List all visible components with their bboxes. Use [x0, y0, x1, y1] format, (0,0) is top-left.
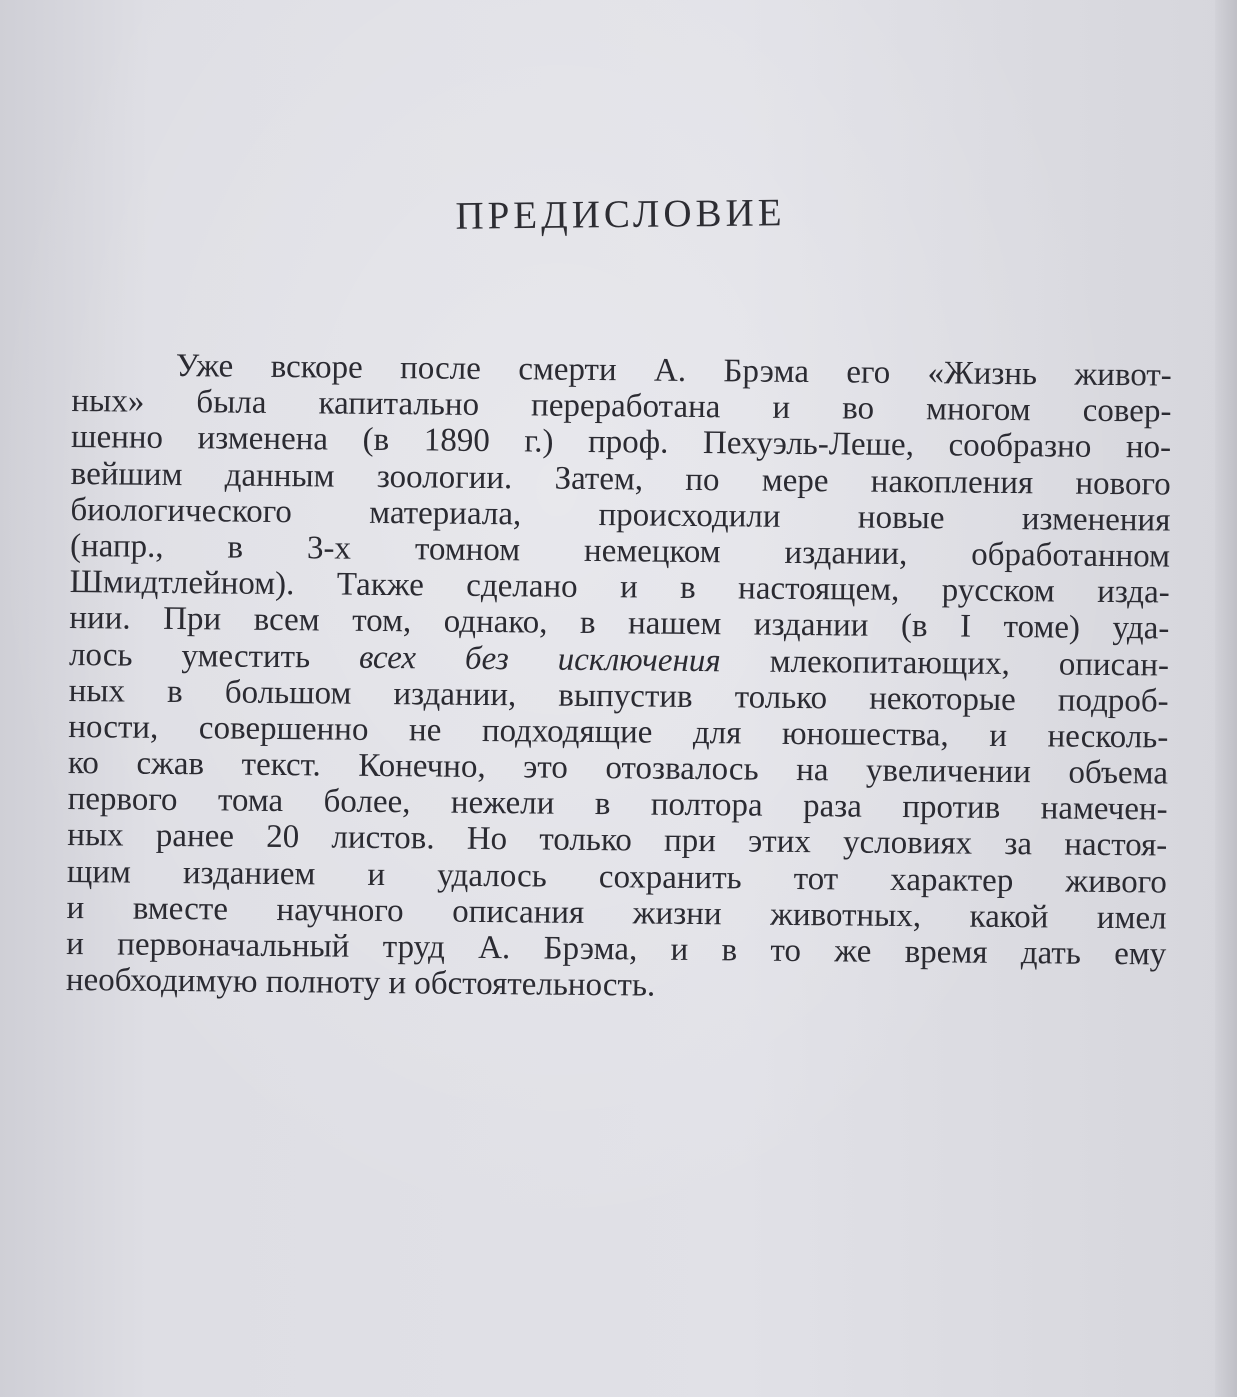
text-line: шенно изменена (в 1890 г.) проф. Пехуэль-Леше, сообразно но-	[70, 419, 1172, 466]
text-segment: лось уместить	[68, 636, 360, 676]
preface-paragraph	[66, 347, 1172, 1009]
text-segment: млекопитающих, описан-	[720, 642, 1170, 684]
text-line: (напр., в 3-х томном немецком издании, обработанном	[69, 527, 1171, 575]
text-line: биологического материала, происходили новые изменения	[70, 491, 1171, 539]
text-line: Уже вскоре после смерти А. Брэма его «Жизнь живот-	[175, 347, 1172, 394]
text-line: ных ранее 20 листов. Но только при этих условиях за настоя-	[67, 817, 1168, 864]
text-line: необходимую полноту и обстоятельность.	[65, 962, 656, 1004]
text-line: Шмидтлейном). Также сделано и в настоящем, русском изда-	[69, 564, 1170, 611]
text-line: ных в большом издании, выпустив только некоторые подроб-	[68, 672, 1169, 720]
italic-emphasis: всех без исключения	[358, 639, 721, 679]
text-line: первого тома более, нежели в полтора раза против намечен-	[67, 781, 1168, 828]
text-line: ности, совершенно не подходящие для юношества, и несколь-	[68, 708, 1169, 756]
text-line: ных» была капитально переработана и во многом совер-	[71, 383, 1172, 430]
text-line: вейшим данным зоологии. Затем, по мере накопления нового	[70, 455, 1171, 503]
text-line: щим изданием и удалось сохранить тот характер живого	[66, 853, 1168, 901]
text-line: ко сжав текст. Конечно, это отозвалось на увеличении объема	[67, 745, 1169, 792]
text-line: и первоначальный труд А. Брэма, и в то же время дать ему	[66, 925, 1167, 973]
text-line: и вместе научного описания жизни животных, какой имел	[66, 889, 1167, 937]
page-title: ПРЕДИСЛОВИЕ	[455, 191, 786, 238]
text-line: нии. При всем том, однако, в нашем издании (в I томе) уда-	[69, 600, 1170, 647]
